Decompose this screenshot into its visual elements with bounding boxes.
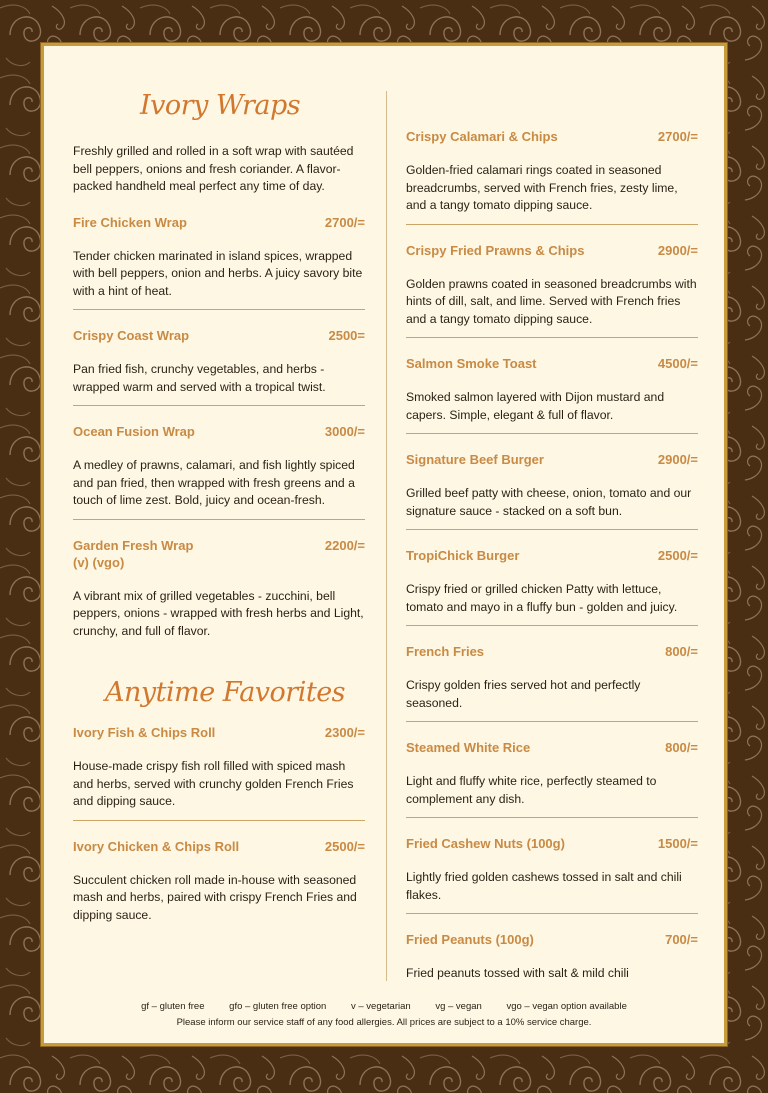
item-name: French Fries [406,644,485,659]
item-price: 2700/= [324,214,365,230]
item-description: House-made crispy fish roll filled with spiced mash and herbs, served with crunchy golden French Fries and dipping sauce. [73,759,354,808]
item-price: 2500= [328,328,365,343]
right-column [406,128,698,1009]
item-description: Lightly fried golden cashews tossed in salt and chili flakes. [406,870,682,902]
legend-item: v – vegetarian [350,1001,411,1012]
item-name: TropiChick Burger [406,548,520,563]
column-divider [386,91,387,981]
item-name: Crispy Calamari & Chips [406,129,558,144]
item-description: Golden prawns coated in seasoned breadcrumbs with hints of dill, salt, and lime. Served with French fries and a tangy tomato dipping sauce. [406,276,697,326]
item-description: Pan fried fish, crunchy vegetables, and herbs - wrapped warm and served with a tropical twist. [73,362,326,394]
item-name: Fried Peanuts (100g) [406,932,534,947]
item-price: 700/= [665,932,698,947]
menu-item [73,724,365,821]
service-note: Please inform our service staff of any food allergies. All prices are subject to a 10% service charge. [176,1017,592,1028]
menu-item [406,835,698,914]
item-description: Fried peanuts tossed with salt & mild chili [406,966,629,980]
item-name: Fried Cashew Nuts (100g) [406,836,565,851]
item-description: Crispy golden fries served hot and perfectly seasoned. [406,678,641,710]
wraps-intro: Freshly grilled and rolled in a soft wrap with sautéed bell peppers, onions and fresh coriander. A flavor-packed handheld meal perfect any time of day. [73,144,354,193]
item-description: Golden-fried calamari rings coated in seasoned breadcrumbs, served with French fries, zesty lime, and a tangy tomato dipping sauce. [406,163,678,212]
item-name: Signature Beef Burger [406,452,544,467]
legend-item: gf – gluten free [141,1001,205,1012]
item-description: Light and fluffy white rice, perfectly steamed to complement any dish. [406,774,657,806]
menu-item [406,931,698,992]
dietary-legend [44,999,724,1015]
item-name: Ocean Fusion Wrap [73,424,195,439]
menu-item [73,838,365,934]
item-price: 2900/= [657,242,698,258]
item-name: Steamed White Rice [406,740,531,755]
item-description: A medley of prawns, calamari, and fish lightly spiced and pan fried, then wrapped with fresh greens and a touch of lime zest. Bold, juicy and ocean-fresh. [73,458,355,507]
item-price: 2700/= [657,129,698,144]
menu-item [406,547,698,626]
item-price: 2500/= [657,548,698,563]
menu-item [73,214,365,311]
item-price: 2200/= [324,537,365,553]
item-price: 2500/= [324,838,365,854]
menu-footer [44,999,724,1031]
legend-item: gfo – gluten free option [229,1001,327,1012]
item-price: 2300/= [324,725,365,740]
item-price: 2900/= [657,452,698,467]
section-title-favorites: Anytime Favorites [105,677,346,708]
menu-item [406,643,698,722]
item-name: Salmon Smoke Toast [406,356,537,371]
menu-item [73,423,365,520]
item-description: Grilled beef patty with cheese, onion, tomato and our signature sauce - stacked on a soft bun. [406,486,692,518]
item-price: 1500/= [657,836,698,851]
item-name: Ivory Fish & Chips Roll [73,725,216,740]
left-column [73,86,365,950]
item-name: Crispy Coast Wrap [73,328,190,343]
menu-item [406,355,698,434]
item-price: 4500/= [657,356,698,371]
item-description: A vibrant mix of grilled vegetables - zucchini, bell peppers, onions - wrapped with fresh herbs and Light, crunchy, and full of flavor. [73,588,364,638]
legend-item: vg – vegan [435,1001,482,1012]
menu-item [406,739,698,818]
item-name: Ivory Chicken & Chips Roll [73,838,240,854]
legend-item: vgo – vegan option available [506,1001,627,1012]
item-price: 3000/= [324,424,365,439]
menu-card [41,43,727,1046]
menu-item [406,242,698,339]
item-description: Smoked salmon layered with Dijon mustard and capers. Simple, elegant & full of flavor. [406,390,665,422]
item-description: Succulent chicken roll made in-house with seasoned mash and herbs, paired with crispy French Fries and dipping sauce. [73,872,357,922]
menu-item [406,451,698,530]
menu-item [73,327,365,406]
item-price: 800/= [665,740,698,755]
menu-item [406,128,698,225]
item-price: 800/= [665,644,698,659]
item-description: Crispy fried or grilled chicken Patty with lettuce, tomato and mayo in a fluffy bun - golden and juicy. [406,582,678,614]
item-name: Garden Fresh Wrap (v) (vgo) [73,537,194,570]
item-description: Tender chicken marinated in island spices, wrapped with bell peppers, onion and herbs. A juicy savory bite with a hint of heat. [73,248,363,298]
section-title-wraps: Ivory Wraps [140,90,301,121]
menu-item [73,537,365,650]
item-name: Fire Chicken Wrap [73,214,187,230]
item-name: Crispy Fried Prawns & Chips [406,242,585,258]
